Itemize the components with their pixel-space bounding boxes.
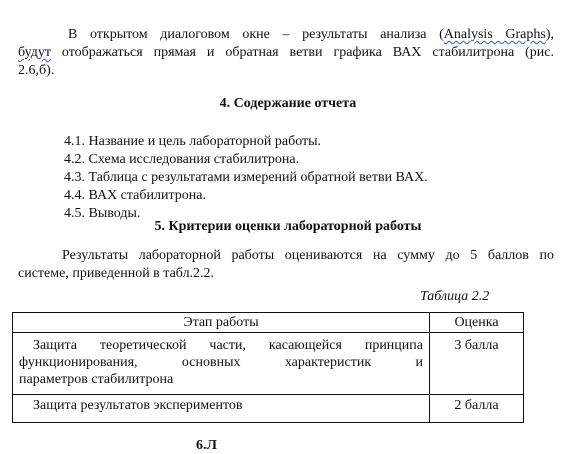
grading-table — [12, 312, 524, 423]
criteria-line-1: Результаты лабораторной работы оцениваются на сумму до 5 баллов по — [62, 248, 554, 263]
list-item: 4.4. ВАХ стабилитрона. — [64, 188, 206, 203]
table-caption: Таблица 2.2 — [420, 289, 490, 304]
list-item: 4.3. Таблица с результатами измерений обратной ветви ВАХ. — [64, 170, 428, 185]
header-score: Оценка — [430, 313, 524, 333]
stage-cell: Защита теоретической части, касающейся принципа функционирования, основных характеристик и параметров стабилитрона — [13, 333, 430, 395]
score-cell: 3 балла — [430, 333, 524, 395]
intro-line-2: будут отображаться прямая и обратная ветви графика ВАХ стабилитрона (рис. — [18, 45, 554, 60]
cut-off-heading-fragment: 6.Л — [196, 438, 217, 453]
intro-line-3: 2.6,б). — [18, 63, 55, 78]
criteria-paragraph — [18, 247, 554, 283]
list-item: 4.5. Выводы. — [64, 206, 141, 221]
list-item: 4.1. Название и цель лабораторной работы. — [64, 134, 322, 149]
stage-cell: Защита результатов экспериментов — [13, 395, 430, 423]
score-cell: 2 балла — [430, 395, 524, 423]
section-4-heading: 4. Содержание отчета — [219, 96, 357, 111]
list-item: 4.2. Схема исследования стабилитрона. — [64, 152, 300, 167]
table-row — [13, 333, 524, 395]
spellcheck-mark: Analysis Graphs — [443, 27, 546, 42]
criteria-line-2: системе, приведенной в табл.2.2. — [18, 266, 215, 281]
table-header-row — [13, 313, 524, 333]
spellcheck-mark: будут — [18, 45, 51, 60]
table-row — [13, 395, 524, 423]
section-5-heading: 5. Критерии оценки лабораторной работы — [154, 219, 422, 234]
header-stage: Этап работы — [13, 313, 430, 333]
intro-line-1: В открытом диалоговом окне – результаты анализа (Analysis Graphs), — [68, 27, 554, 42]
report-contents-list — [64, 133, 428, 223]
intro-paragraph — [18, 26, 554, 80]
